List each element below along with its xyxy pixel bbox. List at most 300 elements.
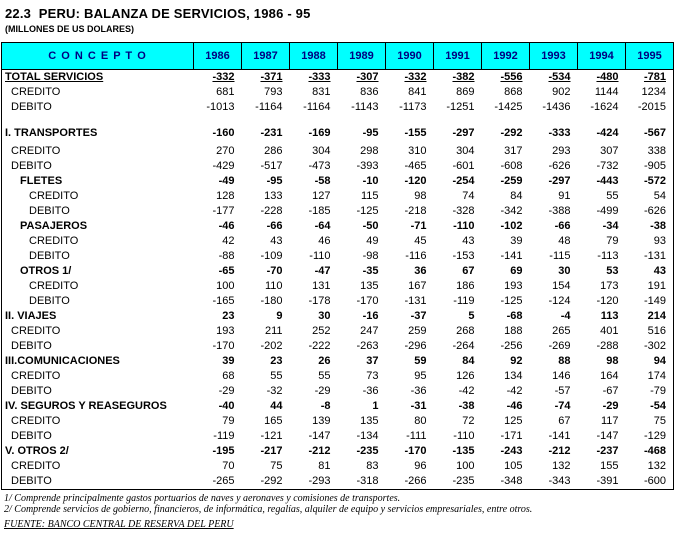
value-cell: -29: [218, 385, 235, 397]
value-cell: 67: [462, 265, 475, 277]
value-cell: 135: [360, 415, 379, 427]
value-cell: 841: [408, 86, 427, 98]
value-cell: 1234: [641, 86, 666, 98]
value-cell: -119: [213, 430, 235, 442]
value-cell: 98: [606, 355, 619, 367]
year-column-header: 1987: [242, 43, 290, 70]
value-cell: 134: [504, 370, 523, 382]
value-cell: -1013: [206, 101, 235, 113]
value-cell: 131: [312, 280, 331, 292]
value-cell: -95: [266, 175, 283, 187]
value-cell: 154: [552, 280, 571, 292]
value-cell: 23: [270, 355, 283, 367]
value-cell: -120: [596, 295, 619, 307]
value-cell: -318: [356, 475, 379, 487]
table-header: [2, 43, 674, 70]
value-cell: 165: [264, 415, 283, 427]
row-label: CREDITO: [11, 460, 61, 472]
value-cell: 105: [504, 460, 523, 472]
value-cell: -222: [308, 340, 331, 352]
value-cell: -256: [500, 340, 523, 352]
value-cell: -328: [452, 205, 475, 217]
value-cell: 401: [600, 325, 619, 337]
value-cell: -4: [560, 310, 571, 322]
value-cell: 43: [653, 265, 666, 277]
value-cell: 54: [653, 190, 666, 202]
footnote-1: 1/ Comprende principalmente gastos portuarios de naves y aeronaves y comisiones de transportes.: [4, 493, 401, 504]
value-cell: -110: [309, 250, 331, 262]
year-column-header: 1993: [530, 43, 578, 70]
value-cell: -243: [500, 445, 523, 457]
value-cell: -169: [308, 126, 331, 139]
table-row: [2, 324, 674, 339]
value-cell: 132: [552, 460, 571, 472]
value-cell: -121: [260, 430, 283, 442]
row-label: II. VIAJES: [5, 310, 57, 322]
value-cell: -218: [404, 205, 427, 217]
table-row: [2, 159, 674, 174]
value-cell: -119: [453, 295, 475, 307]
value-cell: -42: [506, 385, 523, 397]
value-cell: 174: [647, 370, 666, 382]
value-cell: -572: [643, 175, 666, 187]
value-cell: -34: [602, 220, 619, 232]
value-cell: -265: [212, 475, 235, 487]
row-label: DEBITO: [11, 101, 52, 113]
value-cell: -342: [500, 205, 523, 217]
table-row: [2, 294, 674, 309]
row-label: CREDITO: [11, 415, 61, 427]
table-row: [2, 115, 674, 144]
value-cell: -424: [596, 126, 619, 139]
value-cell: -116: [405, 250, 427, 262]
value-cell: -781: [643, 71, 666, 83]
value-cell: -517: [260, 160, 283, 172]
row-label: CREDITO: [11, 145, 61, 157]
table-row: [2, 85, 674, 100]
value-cell: 94: [653, 355, 666, 367]
year-column-header: 1988: [290, 43, 338, 70]
value-cell: -49: [218, 175, 235, 187]
value-cell: -110: [453, 220, 475, 232]
value-cell: -269: [548, 340, 571, 352]
value-cell: 191: [647, 280, 666, 292]
value-cell: -66: [266, 220, 283, 232]
value-cell: -36: [410, 385, 427, 397]
value-cell: -1425: [494, 101, 523, 113]
value-cell: -1436: [542, 101, 571, 113]
value-cell: 93: [653, 235, 666, 247]
value-cell: 1: [372, 400, 379, 412]
value-cell: 92: [510, 355, 523, 367]
value-cell: 155: [600, 460, 619, 472]
value-cell: 268: [456, 325, 475, 337]
value-cell: -98: [362, 250, 379, 262]
value-cell: -1164: [303, 101, 331, 113]
value-cell: -149: [643, 295, 666, 307]
table-row: [2, 414, 674, 429]
value-cell: -382: [452, 71, 475, 83]
value-cell: -296: [404, 340, 427, 352]
value-cell: -202: [260, 340, 283, 352]
value-cell: 39: [510, 235, 523, 247]
value-cell: -292: [260, 475, 283, 487]
value-cell: -217: [260, 445, 283, 457]
value-cell: -88: [218, 250, 235, 262]
table-row: [2, 204, 674, 219]
row-label: I. TRANSPORTES: [5, 126, 98, 139]
value-cell: 80: [414, 415, 427, 427]
value-cell: -600: [643, 475, 666, 487]
value-cell: 193: [216, 325, 235, 337]
value-cell: -465: [404, 160, 427, 172]
value-cell: -57: [554, 385, 571, 397]
value-cell: 836: [360, 86, 379, 98]
value-cell: 304: [312, 145, 331, 157]
value-cell: 304: [456, 145, 475, 157]
value-cell: 59: [414, 355, 427, 367]
row-label: DEBITO: [11, 430, 52, 442]
value-cell: -212: [548, 445, 571, 457]
value-cell: -67: [602, 385, 619, 397]
value-cell: 68: [222, 370, 235, 382]
value-cell: -70: [266, 265, 283, 277]
value-cell: -626: [548, 160, 571, 172]
value-cell: 902: [552, 86, 571, 98]
value-cell: 55: [606, 190, 619, 202]
value-cell: -429: [212, 160, 235, 172]
row-label: DEBITO: [11, 160, 52, 172]
balanza-servicios-table: [1, 42, 674, 490]
value-cell: 73: [366, 370, 379, 382]
value-cell: 173: [600, 280, 619, 292]
value-cell: -388: [548, 205, 571, 217]
row-label: PASAJEROS: [20, 220, 88, 232]
value-cell: -185: [308, 205, 331, 217]
value-cell: -266: [404, 475, 427, 487]
value-cell: -147: [308, 430, 331, 442]
value-cell: 100: [216, 280, 235, 292]
value-cell: 113: [600, 310, 619, 322]
value-cell: -556: [500, 71, 523, 83]
value-cell: -292: [500, 126, 523, 139]
value-cell: -293: [308, 475, 331, 487]
value-cell: -46: [218, 220, 235, 232]
value-cell: 55: [318, 370, 331, 382]
value-cell: -1624: [590, 101, 619, 113]
value-cell: -42: [458, 385, 475, 397]
table-row: [2, 309, 674, 324]
value-cell: 26: [318, 355, 331, 367]
value-cell: -29: [314, 385, 331, 397]
value-cell: -180: [260, 295, 283, 307]
table-row: [2, 429, 674, 444]
value-cell: -46: [506, 400, 523, 412]
table-row: [2, 399, 674, 414]
value-cell: 49: [366, 235, 379, 247]
value-cell: -110: [453, 430, 475, 442]
footnotes: [1, 493, 673, 515]
value-cell: 193: [504, 280, 523, 292]
value-cell: -297: [452, 126, 475, 139]
value-cell: -40: [218, 400, 235, 412]
value-cell: 44: [270, 400, 283, 412]
value-cell: -16: [362, 310, 379, 322]
value-cell: -111: [406, 430, 427, 442]
value-cell: -393: [356, 160, 379, 172]
year-column-header: 1995: [626, 43, 674, 70]
value-cell: -65: [218, 265, 235, 277]
value-cell: -74: [554, 400, 571, 412]
value-cell: 516: [647, 325, 666, 337]
value-cell: 75: [653, 415, 666, 427]
value-cell: 42: [222, 235, 235, 247]
value-cell: -171: [500, 430, 523, 442]
value-cell: -178: [308, 295, 331, 307]
value-cell: 188: [504, 325, 523, 337]
value-cell: -79: [650, 385, 666, 397]
value-cell: -35: [362, 265, 379, 277]
value-cell: -1164: [255, 101, 283, 113]
value-cell: 793: [264, 86, 283, 98]
value-cell: -64: [314, 220, 331, 232]
value-cell: 164: [600, 370, 619, 382]
value-cell: -601: [452, 160, 475, 172]
value-cell: -155: [404, 126, 427, 139]
table-row: [2, 144, 674, 159]
table-row: [2, 339, 674, 354]
value-cell: -134: [356, 430, 379, 442]
value-cell: 23: [222, 310, 235, 322]
value-cell: -38: [650, 220, 666, 232]
value-cell: -113: [597, 250, 619, 262]
value-cell: 186: [456, 280, 475, 292]
year-column-header: 1989: [338, 43, 386, 70]
row-label: V. OTROS 2/: [5, 445, 69, 457]
table-row: [2, 279, 674, 294]
value-cell: 317: [504, 145, 523, 157]
value-cell: 84: [510, 190, 523, 202]
value-cell: -332: [404, 71, 427, 83]
value-cell: -58: [314, 175, 331, 187]
value-cell: 831: [312, 86, 331, 98]
value-cell: -129: [643, 430, 666, 442]
value-cell: 72: [462, 415, 475, 427]
value-cell: -264: [452, 340, 475, 352]
value-cell: -259: [500, 175, 523, 187]
value-cell: -47: [314, 265, 331, 277]
table-row: [2, 474, 674, 490]
table-row: [2, 234, 674, 249]
value-cell: 46: [318, 235, 331, 247]
year-column-header: 1991: [434, 43, 482, 70]
value-cell: -153: [452, 250, 475, 262]
value-cell: -534: [548, 71, 571, 83]
value-cell: 338: [647, 145, 666, 157]
value-cell: 75: [270, 460, 283, 472]
year-column-header: 1994: [578, 43, 626, 70]
value-cell: 45: [414, 235, 427, 247]
value-cell: -608: [500, 160, 523, 172]
row-label: CREDITO: [11, 325, 61, 337]
row-label: CREDITO: [29, 280, 79, 292]
value-cell: 9: [276, 310, 283, 322]
value-cell: -37: [410, 310, 427, 322]
value-cell: 310: [408, 145, 427, 157]
value-cell: 211: [264, 325, 283, 337]
value-cell: 115: [360, 190, 379, 202]
value-cell: -124: [548, 295, 571, 307]
value-cell: -170: [404, 445, 427, 457]
value-cell: -333: [308, 71, 331, 83]
table-body: [2, 70, 674, 490]
value-cell: -54: [650, 400, 666, 412]
value-cell: 247: [360, 325, 379, 337]
value-cell: 127: [312, 190, 331, 202]
value-cell: -95: [362, 126, 379, 139]
value-cell: -195: [212, 445, 235, 457]
value-cell: 37: [366, 355, 379, 367]
value-cell: -499: [596, 205, 619, 217]
value-cell: 286: [264, 145, 283, 157]
value-cell: 30: [558, 265, 571, 277]
value-cell: -141: [500, 250, 523, 262]
table-row: [2, 249, 674, 264]
value-cell: -8: [320, 400, 331, 412]
value-cell: -2015: [637, 101, 666, 113]
value-cell: 81: [318, 460, 331, 472]
value-cell: 84: [462, 355, 475, 367]
row-label: FLETES: [20, 175, 63, 187]
value-cell: -228: [260, 205, 283, 217]
row-label: DEBITO: [29, 205, 70, 217]
value-cell: -212: [308, 445, 331, 457]
value-cell: -302: [643, 340, 666, 352]
value-cell: 265: [552, 325, 571, 337]
concepto-column-header: C O N C E P T O: [2, 43, 194, 70]
value-cell: -288: [596, 340, 619, 352]
value-cell: 74: [462, 190, 475, 202]
value-cell: -50: [362, 220, 379, 232]
value-cell: 83: [366, 460, 379, 472]
row-label: DEBITO: [11, 340, 52, 352]
value-cell: -235: [452, 475, 475, 487]
value-cell: 167: [408, 280, 427, 292]
value-cell: 139: [312, 415, 331, 427]
row-label: DEBITO: [11, 475, 52, 487]
table-row: [2, 354, 674, 369]
table-row: [2, 189, 674, 204]
value-cell: -141: [548, 430, 571, 442]
value-cell: -1143: [351, 101, 379, 113]
value-cell: -177: [212, 205, 235, 217]
table-row: [2, 174, 674, 189]
value-cell: 100: [456, 460, 475, 472]
value-cell: 43: [270, 235, 283, 247]
value-cell: -333: [548, 126, 571, 139]
value-cell: 39: [222, 355, 235, 367]
value-cell: 869: [456, 86, 475, 98]
value-cell: -443: [596, 175, 619, 187]
value-cell: -307: [356, 71, 379, 83]
value-cell: 132: [647, 460, 666, 472]
value-cell: 67: [558, 415, 571, 427]
year-column-header: 1990: [386, 43, 434, 70]
value-cell: 259: [408, 325, 427, 337]
value-cell: -297: [548, 175, 571, 187]
value-cell: 70: [222, 460, 235, 472]
value-cell: -626: [643, 205, 666, 217]
value-cell: 133: [264, 190, 283, 202]
value-cell: -231: [260, 126, 283, 139]
value-cell: -332: [212, 71, 235, 83]
value-cell: -147: [596, 430, 619, 442]
year-column-header: 1986: [194, 43, 242, 70]
value-cell: 214: [647, 310, 666, 322]
table-row: [2, 100, 674, 115]
value-cell: 252: [312, 325, 331, 337]
value-cell: -102: [500, 220, 523, 232]
value-cell: -66: [554, 220, 571, 232]
value-cell: 135: [360, 280, 379, 292]
value-cell: -905: [643, 160, 666, 172]
value-cell: -263: [356, 340, 379, 352]
table-row: [2, 459, 674, 474]
value-cell: -125: [500, 295, 523, 307]
value-cell: 125: [504, 415, 523, 427]
row-label: CREDITO: [11, 370, 61, 382]
row-label: III.COMUNICACIONES: [5, 355, 120, 367]
value-cell: -29: [602, 400, 619, 412]
value-cell: 98: [414, 190, 427, 202]
value-cell: 53: [606, 265, 619, 277]
value-cell: -120: [404, 175, 427, 187]
row-label: IV. SEGUROS Y REASEGUROS: [5, 400, 167, 412]
value-cell: -36: [362, 385, 379, 397]
value-cell: -115: [549, 250, 571, 262]
value-cell: 868: [504, 86, 523, 98]
value-cell: -71: [410, 220, 427, 232]
value-cell: 91: [558, 190, 571, 202]
value-cell: -131: [643, 250, 666, 262]
value-cell: -348: [500, 475, 523, 487]
value-cell: 307: [600, 145, 619, 157]
value-cell: 55: [270, 370, 283, 382]
value-cell: -343: [548, 475, 571, 487]
row-label: CREDITO: [29, 190, 79, 202]
value-cell: -32: [266, 385, 283, 397]
value-cell: -135: [452, 445, 475, 457]
value-cell: -38: [458, 400, 475, 412]
value-cell: 43: [462, 235, 475, 247]
row-label: CREDITO: [29, 235, 79, 247]
value-cell: -170: [356, 295, 379, 307]
source-note: FUENTE: BANCO CENTRAL DE RESERVA DEL PERU: [4, 519, 234, 530]
table-row: [2, 384, 674, 399]
value-cell: 79: [606, 235, 619, 247]
row-label: CREDITO: [11, 86, 61, 98]
value-cell: 1144: [594, 86, 619, 98]
value-cell: 36: [414, 265, 427, 277]
value-cell: 270: [216, 145, 235, 157]
value-cell: 79: [222, 415, 235, 427]
value-cell: -391: [596, 475, 619, 487]
value-cell: -109: [260, 250, 283, 262]
value-cell: -170: [212, 340, 235, 352]
table-row: [2, 70, 674, 86]
table-row: [2, 369, 674, 384]
value-cell: 293: [552, 145, 571, 157]
